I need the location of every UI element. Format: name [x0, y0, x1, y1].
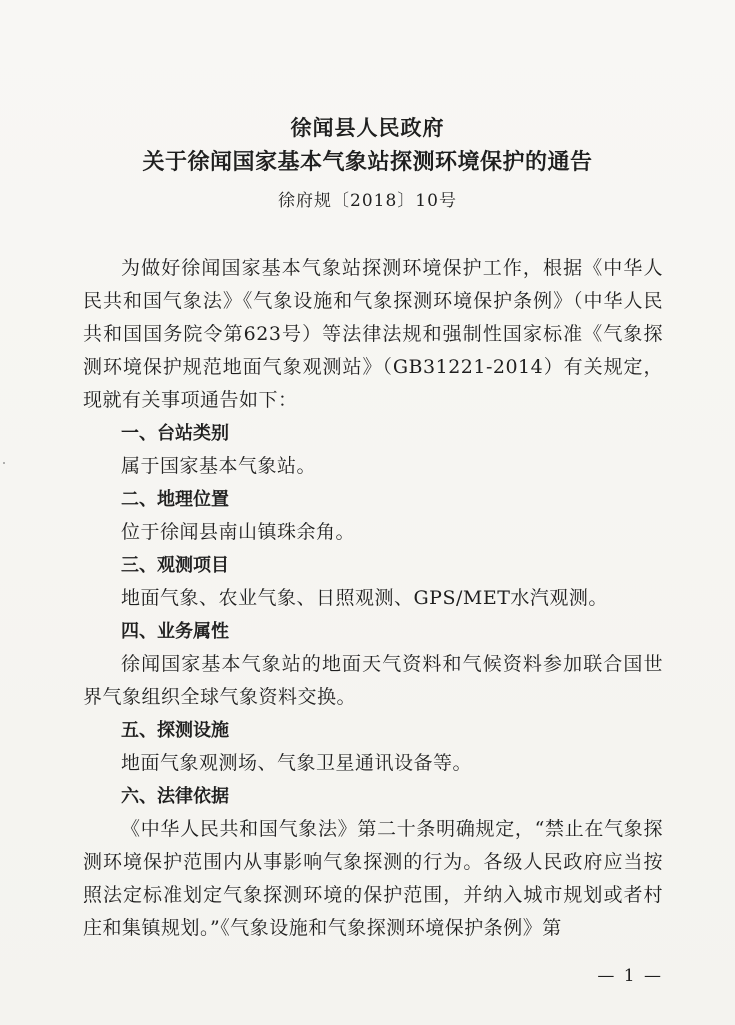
document-body — [83, 252, 663, 945]
scan-speck — [3, 462, 5, 464]
section-text-legal-basis: 《中华人民共和国气象法》第二十条明确规定，“禁止在气象探测环境保护范围内从事影响气象探测的行为。各级人民政府应当按照法定标准划定气象探测环境的保护范围，并纳入城市规划或者村庄和集镇规划。”《气象设施和气象探测环境保护条例》第 — [83, 818, 663, 939]
section-heading-location: 二、地理位置 — [121, 489, 229, 510]
section-heading-observation-items: 三、观测项目 — [121, 555, 229, 576]
section-text-station-type: 属于国家基本气象站。 — [121, 455, 317, 477]
section-heading-facilities: 五、探测设施 — [121, 720, 229, 741]
page-number: — 1 — — [597, 966, 663, 986]
section-text-observation-items: 地面气象、农业气象、日照观测、GPS/MET水汽观测。 — [121, 587, 608, 609]
document-number: 徐府规〔2018〕10号 — [278, 191, 457, 211]
section-heading-business-attributes: 四、业务属性 — [121, 621, 229, 642]
intro-paragraph: 为做好徐闻国家基本气象站探测环境保护工作，根据《中华人民共和国气象法》《气象设施和气象探测环境保护条例》（中华人民共和国国务院令第623号）等法律法规和强制性国家标准《气象探测环境保护规范地面气象观测站》（GB31221-2014）有关规定，现就有关事项通告如下： — [83, 257, 663, 411]
notice-title: 关于徐闻国家基本气象站探测环境保护的通告 — [142, 149, 593, 175]
section-heading-legal-basis: 六、法律依据 — [121, 786, 229, 807]
section-text-location: 位于徐闻县南山镇珠余角。 — [121, 521, 356, 543]
section-text-business-attributes: 徐闻国家基本气象站的地面天气资料和气候资料参加联合国世界气象组织全球气象资料交换。 — [83, 653, 663, 708]
section-text-facilities: 地面气象观测场、气象卫星通讯设备等。 — [121, 752, 473, 774]
issuer-heading: 徐闻县人民政府 — [290, 115, 445, 140]
section-heading-station-type: 一、台站类别 — [121, 423, 229, 444]
